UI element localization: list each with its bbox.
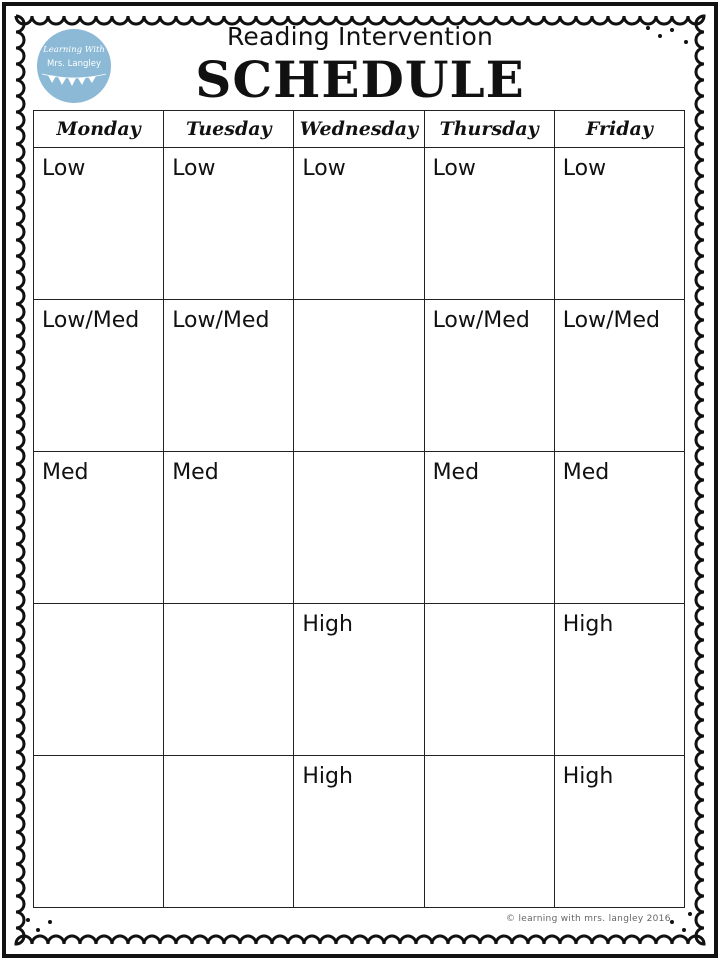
cell-text: Med — [432, 460, 480, 485]
table-cell — [294, 300, 424, 452]
table-cell — [164, 452, 294, 604]
cell-text: Low — [432, 156, 476, 181]
page-title: SCHEDULE — [195, 50, 525, 109]
header-row — [34, 111, 685, 148]
cell-text: Med — [42, 460, 89, 485]
cell-text: Low — [562, 156, 607, 181]
cell-text — [425, 756, 554, 764]
cell-text: Low/Med — [562, 308, 660, 333]
day-header-tuesday: Tuesday — [164, 111, 294, 148]
logo-line1: Learning With — [43, 45, 105, 55]
cell-text: Med — [562, 460, 610, 485]
schedule-table — [33, 110, 685, 908]
cell-text: Low — [42, 156, 86, 181]
table-row — [34, 604, 685, 756]
page-subtitle: Reading Intervention — [226, 22, 493, 51]
cell-text — [164, 756, 293, 764]
table-cell — [34, 452, 164, 604]
table-row — [34, 300, 685, 452]
cell-text — [34, 756, 163, 764]
table-cell — [424, 452, 554, 604]
day-header-thursday: Thursday — [424, 111, 554, 148]
day-header-friday: Friday — [554, 111, 684, 148]
day-header-wednesday: Wednesday — [294, 111, 424, 148]
day-header-monday: Monday — [34, 111, 164, 148]
logo-line2: Mrs. Langley — [46, 59, 102, 69]
table-cell — [554, 148, 684, 300]
table-cell — [554, 756, 684, 908]
cell-text: Low — [302, 156, 346, 181]
table-cell — [164, 148, 294, 300]
cell-text: High — [562, 764, 614, 789]
table-row — [34, 148, 685, 300]
cell-text: Med — [172, 460, 219, 485]
cell-text: High — [302, 612, 353, 637]
table-cell — [294, 148, 424, 300]
table-cell — [34, 604, 164, 756]
table-cell — [554, 452, 684, 604]
table-cell — [294, 604, 424, 756]
table-row — [34, 756, 685, 908]
cell-text: Low/Med — [172, 308, 270, 333]
table-cell — [424, 300, 554, 452]
table-cell — [294, 452, 424, 604]
cell-text — [34, 604, 163, 612]
table-cell — [554, 300, 684, 452]
cell-text: High — [562, 612, 614, 637]
cell-text — [294, 452, 423, 460]
table-row — [34, 452, 685, 604]
table-cell — [424, 604, 554, 756]
table-cell — [34, 300, 164, 452]
cell-text: Low/Med — [432, 308, 530, 333]
cell-text: High — [302, 764, 353, 789]
table-cell — [34, 148, 164, 300]
table-cell — [164, 604, 294, 756]
table-cell — [164, 300, 294, 452]
copyright-text: © learning with mrs. langley 2016 — [506, 914, 671, 924]
cell-text: Low/Med — [42, 308, 140, 333]
table-cell — [424, 756, 554, 908]
cell-text: Low — [172, 156, 216, 181]
table-cell — [34, 756, 164, 908]
table-cell — [554, 604, 684, 756]
table-cell — [164, 756, 294, 908]
cell-text — [425, 604, 554, 612]
table-cell — [294, 756, 424, 908]
cell-text — [294, 300, 423, 308]
table-cell — [424, 148, 554, 300]
cell-text — [164, 604, 293, 612]
